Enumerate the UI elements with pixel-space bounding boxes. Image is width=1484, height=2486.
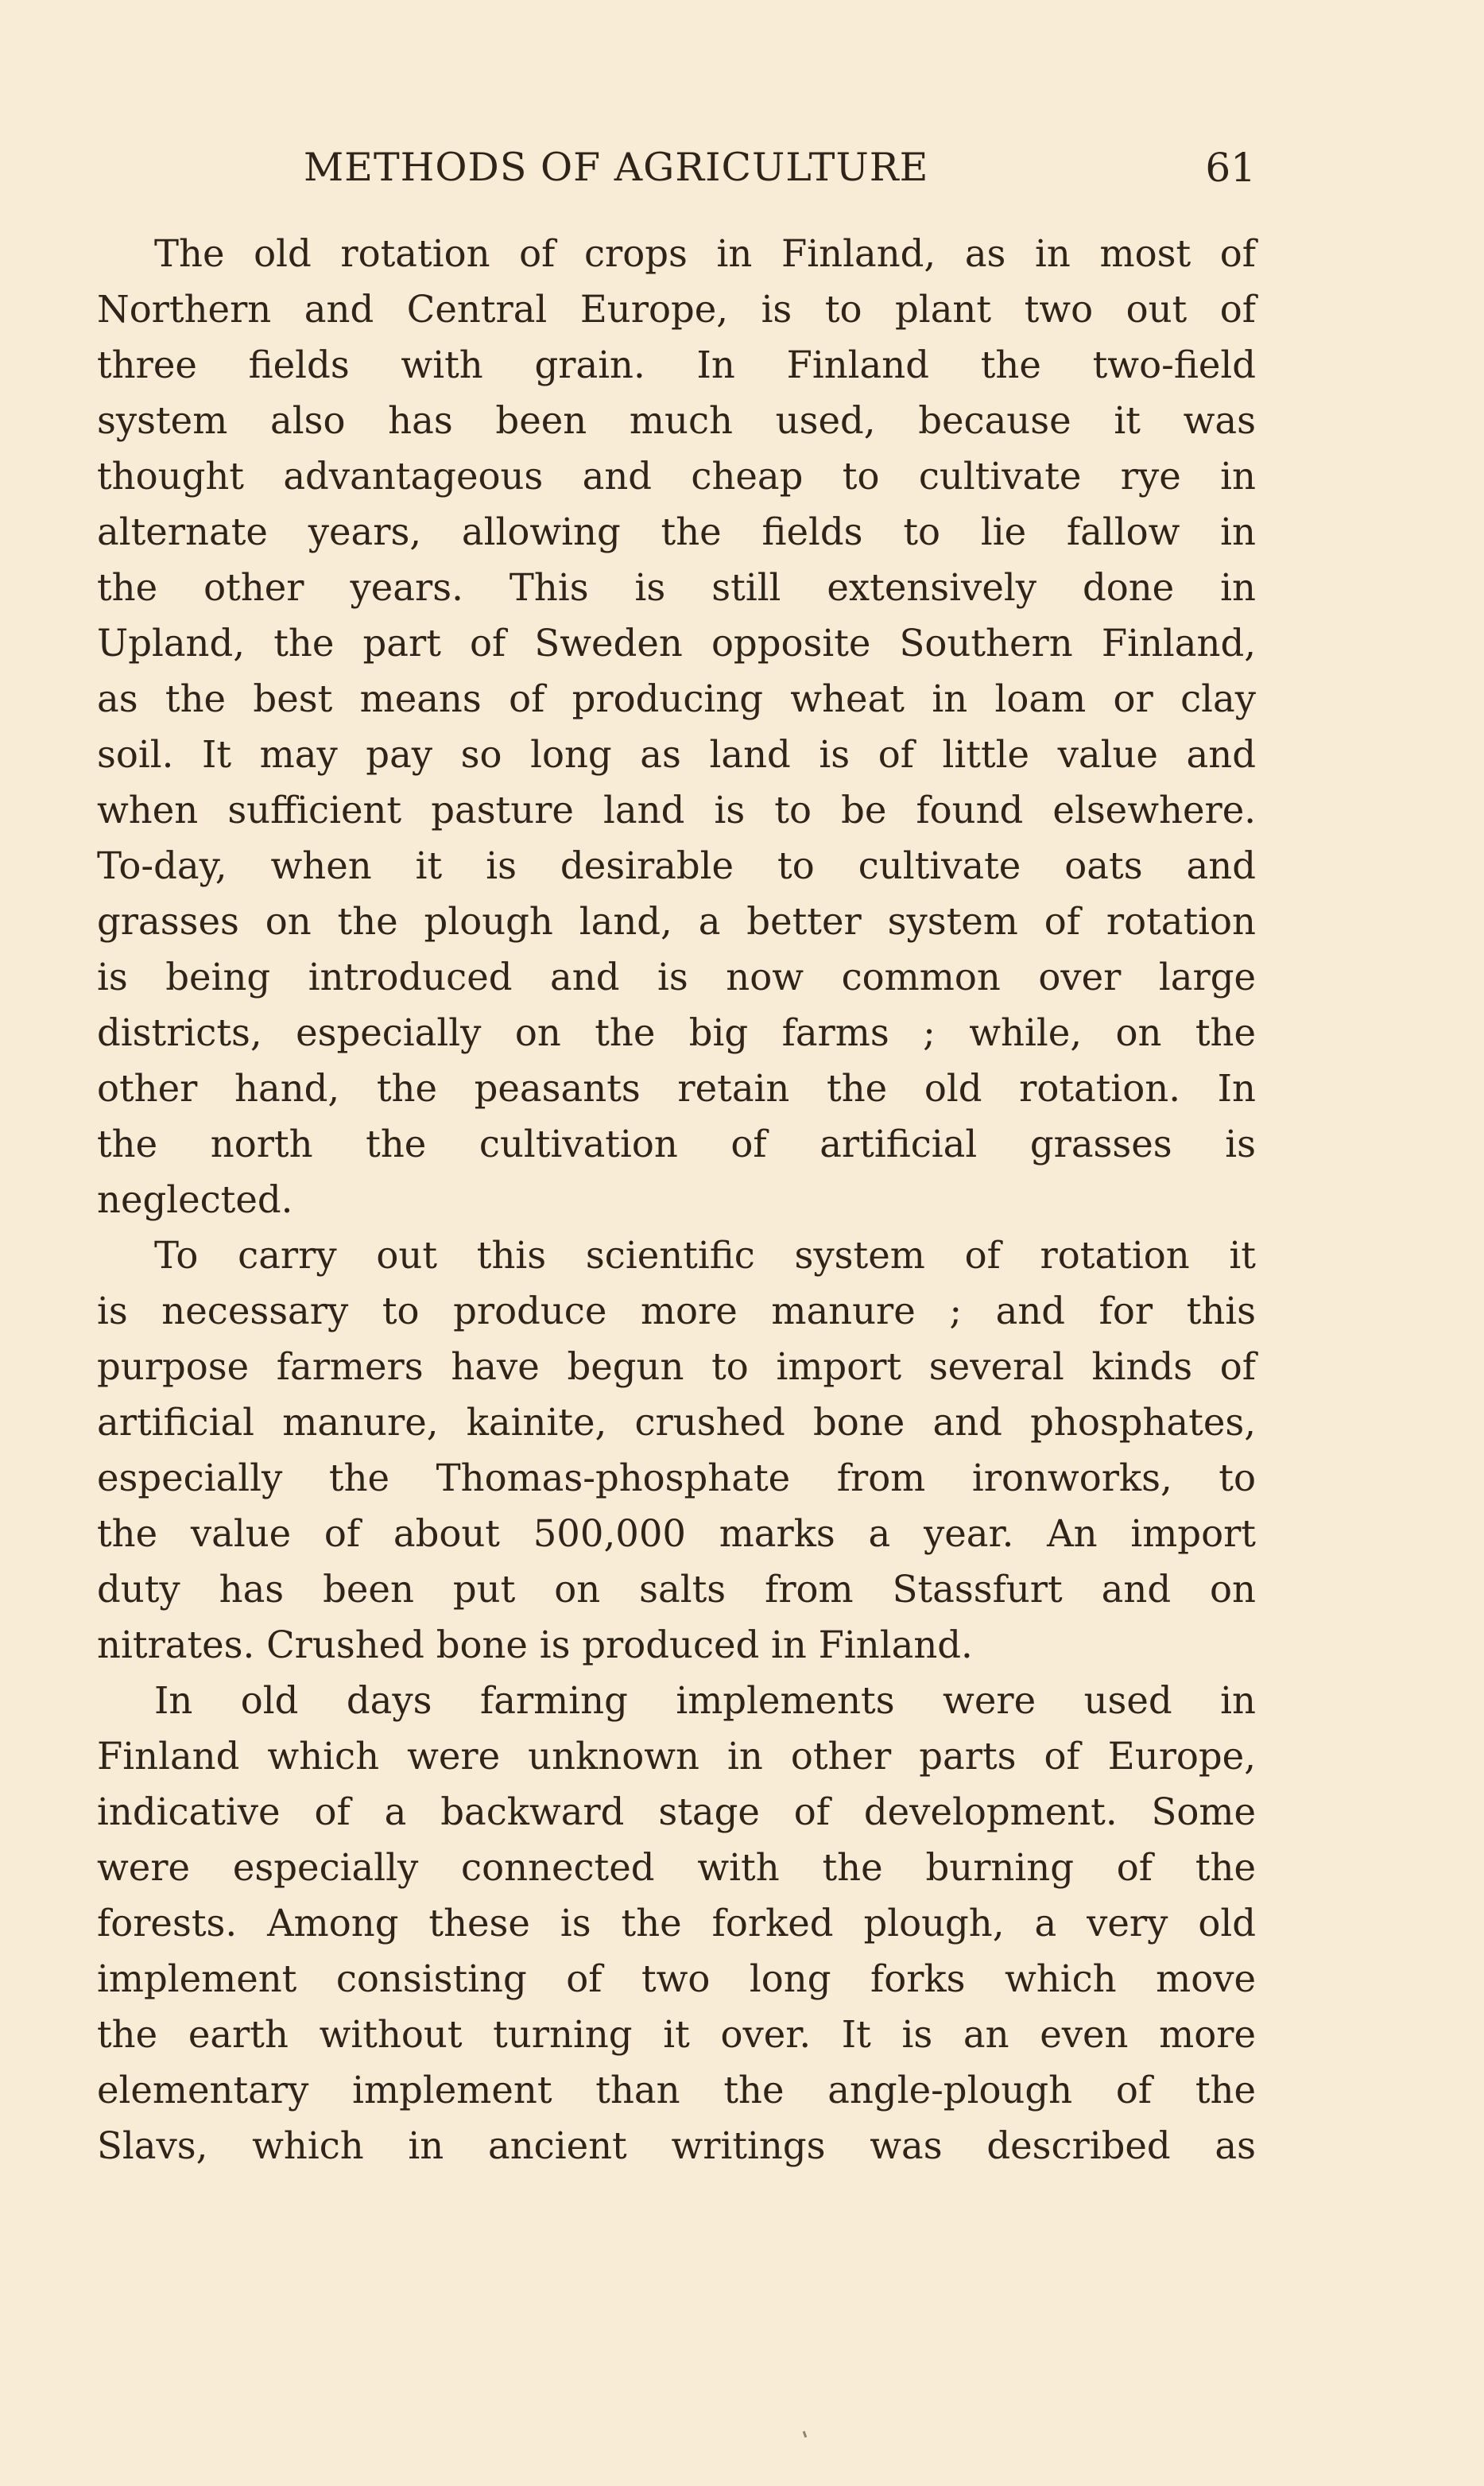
text-line: Slavs, which in ancient writings was described as <box>97 2124 1256 2167</box>
text-line: Northern and Central Europe, is to plant two out of <box>97 288 1256 331</box>
text-line: three fields with grain. In Finland the two-field <box>97 343 1256 386</box>
text-line: the north the cultivation of artificial grasses is <box>97 1123 1256 1165</box>
text-line: is being introduced and is now common over large <box>97 956 1256 999</box>
text-line: thought advantageous and cheap to cultivate rye in <box>97 455 1256 498</box>
text-line: nitrates. Crushed bone is produced in Finland. <box>97 1623 973 1666</box>
ink-speck <box>803 2431 808 2438</box>
text-line: system also has been much used, because it was <box>97 399 1256 442</box>
text-line: the earth without turning it over. It is an even more <box>97 2013 1256 2056</box>
text-line: implement consisting of two long forks which move <box>97 1957 1256 2000</box>
running-title: METHODS OF AGRICULTURE <box>304 145 929 190</box>
text-line: To carry out this scientific system of rotation it <box>154 1234 1256 1277</box>
text-line: soil. It may pay so long as land is of little value and <box>97 733 1256 776</box>
text-line: To-day, when it is desirable to cultivate oats and <box>97 844 1256 887</box>
text-line: as the best means of producing wheat in loam or clay <box>97 677 1256 720</box>
text-line: indicative of a backward stage of development. Some <box>97 1790 1256 1833</box>
text-line: Finland which were unknown in other parts of Europe, <box>97 1735 1256 1778</box>
running-head <box>95 140 1256 196</box>
text-line: the value of about 500,000 marks a year. An import <box>97 1512 1256 1555</box>
text-line: In old days farming implements were used in <box>154 1679 1256 1722</box>
page-number: 61 <box>1205 145 1256 191</box>
text-line: especially the Thomas-phosphate from ironworks, to <box>97 1456 1256 1499</box>
text-line: elementary implement than the angle-plough of the <box>97 2069 1256 2112</box>
text-line: purpose farmers have begun to import several kinds of <box>97 1345 1256 1388</box>
text-line: artificial manure, kainite, crushed bone and phosphates, <box>97 1401 1256 1444</box>
text-line: were especially connected with the burning of the <box>97 1846 1256 1889</box>
text-line: Upland, the part of Sweden opposite Southern Finland, <box>97 622 1256 665</box>
text-line: when sufficient pasture land is to be found elsewhere. <box>97 789 1256 832</box>
text-line: is necessary to produce more manure ; and for this <box>97 1290 1256 1332</box>
text-line: alternate years, allowing the fields to lie fallow in <box>97 510 1256 553</box>
text-line: The old rotation of crops in Finland, as in most of <box>154 232 1256 275</box>
text-line: duty has been put on salts from Stassfurt and on <box>97 1568 1256 1611</box>
text-line: districts, especially on the big farms ; while, on the <box>97 1011 1256 1054</box>
text-line: other hand, the peasants retain the old rotation. In <box>97 1067 1256 1110</box>
text-line: forests. Among these is the forked plough, a very old <box>97 1902 1256 1945</box>
text-line: grasses on the plough land, a better system of rotation <box>97 900 1256 943</box>
text-line: the other years. This is still extensively done in <box>97 566 1256 609</box>
text-line: neglected. <box>97 1178 293 1221</box>
body-text <box>97 226 1256 2174</box>
